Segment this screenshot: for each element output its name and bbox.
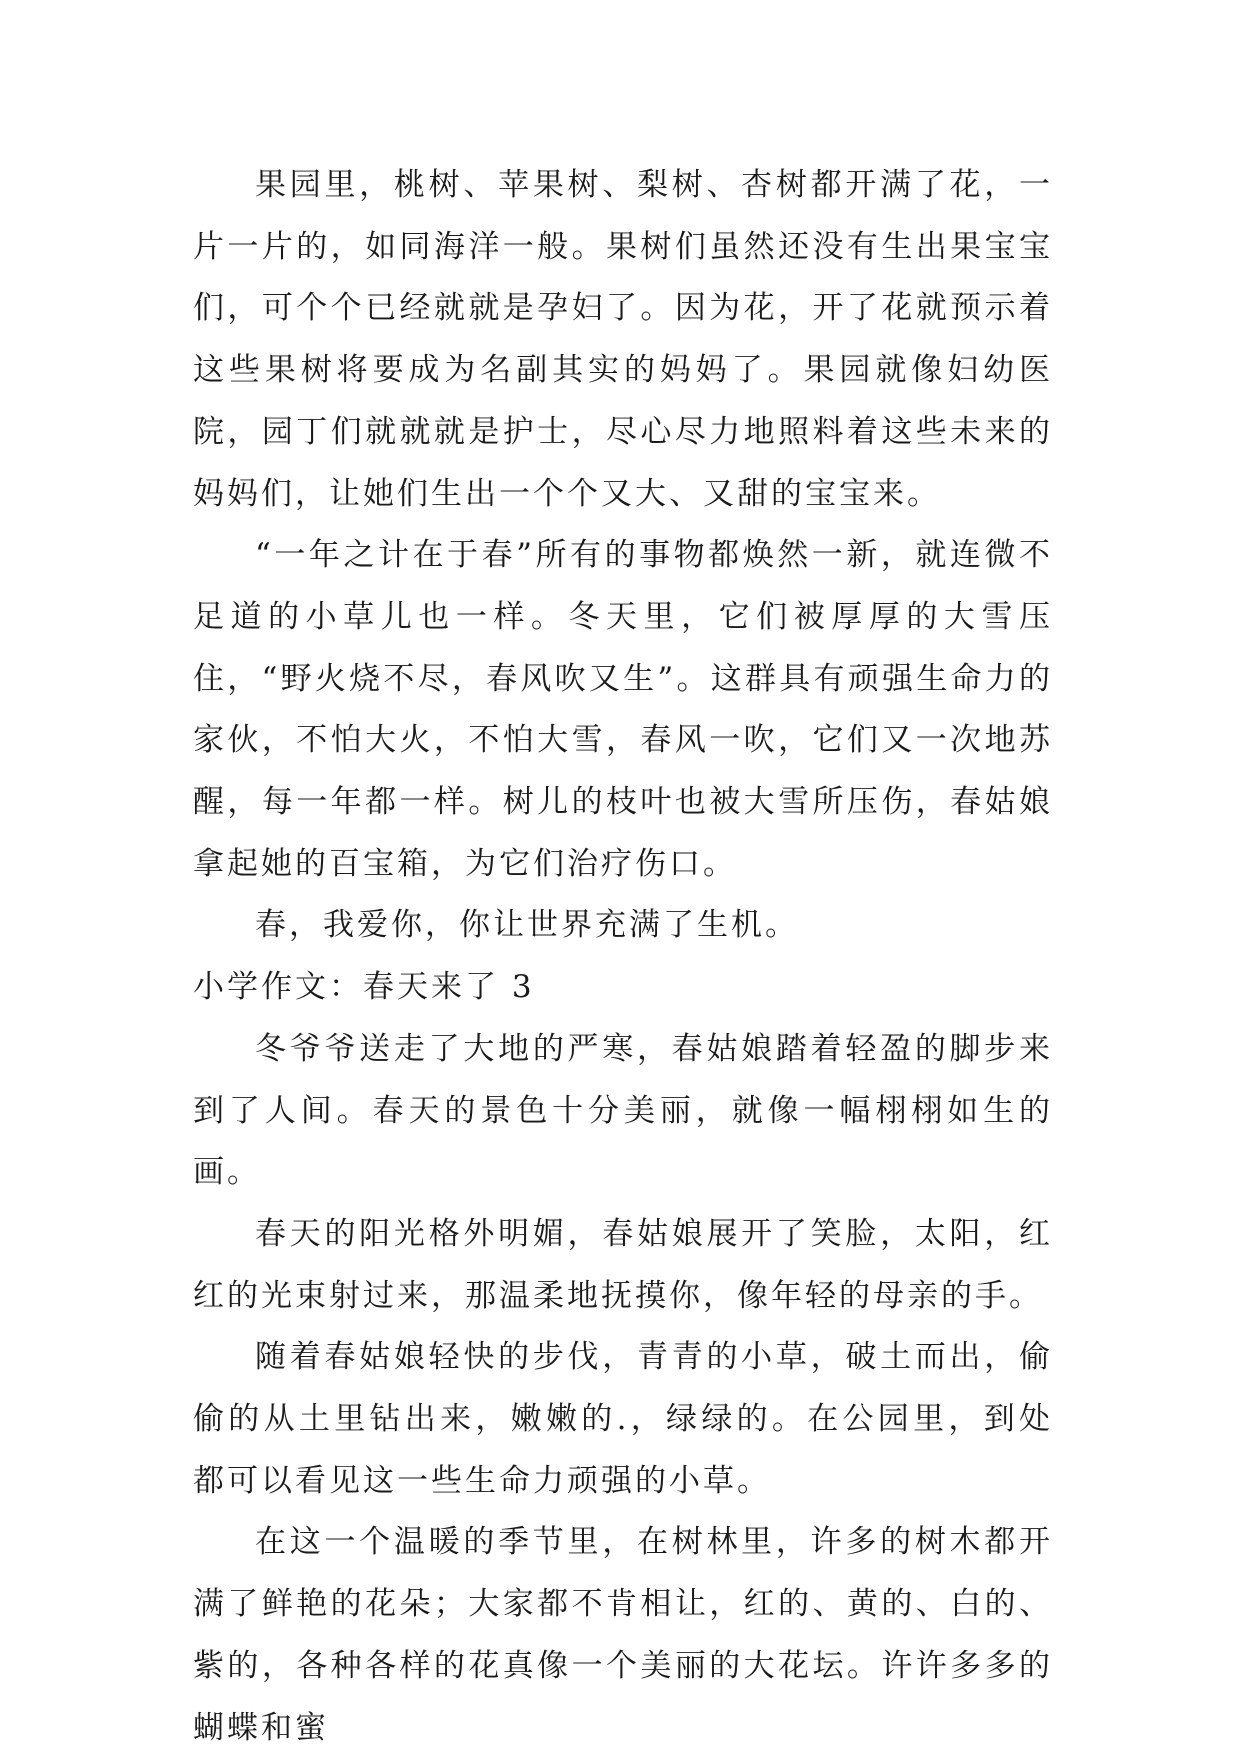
paragraph-grass: “一年之计在于春”所有的事物都焕然一新，就连微不足道的小草儿也一样。冬天里，它们被厚厚的大雪压住，“野火烧不尽，春风吹又生”。这群具有顽强生命力的家伙，不怕大火，不怕大雪，春风一吹，它们又一次地苏醒，每一年都一样。树儿的枝叶也被大雪所压伤，春姑娘拿起她的百宝箱，为它们治疗伤口。 [193, 537, 1053, 882]
paragraph-love-spring: 春，我爱你，你让世界充满了生机。 [255, 907, 799, 944]
paragraph-sunshine: 春天的阳光格外明媚，春姑娘展开了笑脸，太阳，红红的光束射过来，那温柔地抚摸你，像年轻的母亲的手。 [193, 1215, 1053, 1314]
paragraph-winter-leaves: 冬爷爷送走了大地的严寒，春姑娘踏着轻盈的脚步来到了人间。春天的景色十分美丽，就像一幅栩栩如生的画。 [193, 1030, 1053, 1191]
essay-title: 小学作文：春天来了 3 [193, 969, 535, 1006]
paragraph-grass-grows: 随着春姑娘轻快的步伐，青青的小草，破土而出，偷偷的从土里钻出来，嫩嫩的.，绿绿的。在公园里，到处都可以看见这一些生命力顽强的小草。 [193, 1339, 1053, 1499]
paragraph-orchard: 果园里，桃树、苹果树、梨树、杏树都开满了花，一片一片的，如同海洋一般。果树们虽然还没有生出果宝宝们，可个个已经就就是孕妇了。因为花，开了花就预示着这些果树将要成为名副其实的妈妈了。果园就像妇幼医院，园丁们就就就是护士，尽心尽力地照料着这些未来的妈妈们，让她们生出一个个又大、又甜的宝宝来。 [193, 167, 1053, 512]
paragraph-flowers: 在这一个温暖的季节里，在树林里，许多的树木都开满了鲜艳的花朵；大家都不肯相让，红的、黄的、白的、紫的，各种各样的花真像一个美丽的大花坛。许许多多的蝴蝶和蜜 [193, 1524, 1053, 1746]
document-body [193, 155, 1053, 1759]
